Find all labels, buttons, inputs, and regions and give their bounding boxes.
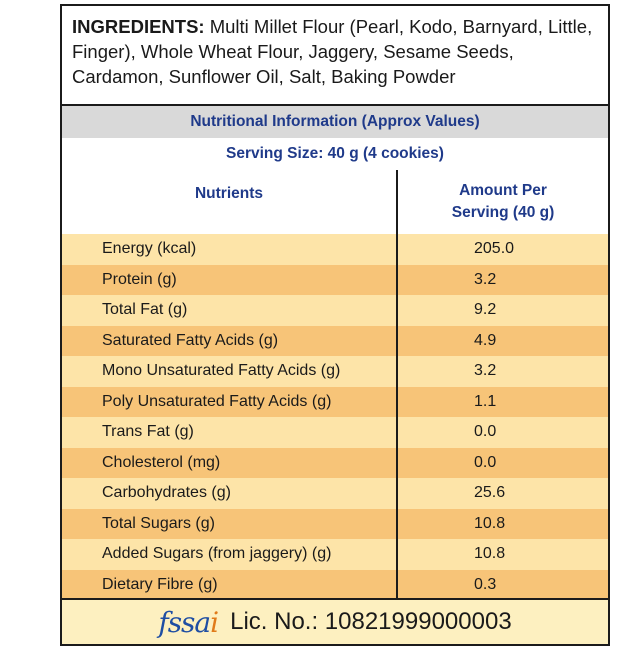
ingredients-heading: INGREDIENTS:	[72, 16, 205, 37]
nutrient-value: 0.0	[474, 423, 497, 441]
nutrient-name: Poly Unsaturated Fatty Acids (g)	[62, 387, 398, 418]
table-row	[62, 539, 608, 570]
nutrient-name: Mono Unsaturated Fatty Acids (g)	[62, 356, 398, 387]
nutrient-value: 0.0	[474, 453, 497, 471]
table-row	[62, 326, 608, 357]
nutrient-value: 10.8	[474, 545, 506, 563]
nutrition-title: Nutritional Information (Approx Values)	[62, 106, 608, 139]
nutrient-name: Energy (kcal)	[62, 234, 398, 265]
nutrient-value: 205.0	[474, 240, 515, 258]
table-row	[62, 570, 608, 601]
nutrient-value: 1.1	[474, 392, 497, 410]
nutrient-value: 25.6	[474, 484, 506, 502]
ingredients-text: Multi Millet Flour (Pearl, Kodo, Barnyard, Little, Finger), Whole Wheat Flour, Jaggery, Sesame Seeds, Cardamon, Sunflower Oil, Salt, Baking Powder	[72, 16, 593, 87]
nutrient-value: 3.2	[474, 362, 497, 380]
nutrient-rows	[62, 234, 608, 600]
nutrition-label	[60, 4, 610, 646]
nutrient-value: 4.9	[474, 331, 497, 349]
license-number: Lic. No.: 10821999000003	[230, 608, 512, 635]
table-row	[62, 387, 608, 418]
table-row	[62, 295, 608, 326]
fssai-logo	[158, 606, 218, 639]
table-row	[62, 509, 608, 540]
nutrient-name: Trans Fat (g)	[62, 417, 398, 448]
table-row	[62, 265, 608, 296]
nutrient-name: Added Sugars (from jaggery) (g)	[62, 539, 398, 570]
nutrient-value: 3.2	[474, 270, 497, 288]
nutrient-value: 0.3	[474, 575, 497, 593]
fssai-logo-main: fssa	[158, 605, 211, 639]
table-row	[62, 448, 608, 479]
table-row	[62, 478, 608, 509]
column-header-amount-line2: Serving (40 g)	[451, 204, 555, 221]
table-row	[62, 234, 608, 265]
license-footer	[62, 598, 608, 644]
nutrient-name: Total Fat (g)	[62, 295, 398, 326]
column-header-amount-line1: Amount Per	[459, 182, 547, 199]
nutrient-name: Total Sugars (g)	[62, 509, 398, 540]
nutrient-value: 10.8	[474, 514, 506, 532]
ingredients-block	[62, 6, 608, 106]
column-header-amount	[398, 170, 608, 234]
table-row	[62, 417, 608, 448]
fssai-logo-i: i	[210, 605, 219, 639]
table-row	[62, 356, 608, 387]
nutrient-name: Carbohydrates (g)	[62, 478, 398, 509]
column-header-nutrients-label: Nutrients	[194, 185, 264, 202]
nutrient-name: Cholesterol (mg)	[62, 448, 398, 479]
nutrient-name: Protein (g)	[62, 265, 398, 296]
serving-size: Serving Size: 40 g (4 cookies)	[62, 138, 608, 172]
nutrient-name: Dietary Fibre (g)	[62, 570, 398, 601]
nutrient-value: 9.2	[474, 301, 497, 319]
nutrient-name: Saturated Fatty Acids (g)	[62, 326, 398, 357]
column-header-nutrients	[62, 170, 398, 234]
